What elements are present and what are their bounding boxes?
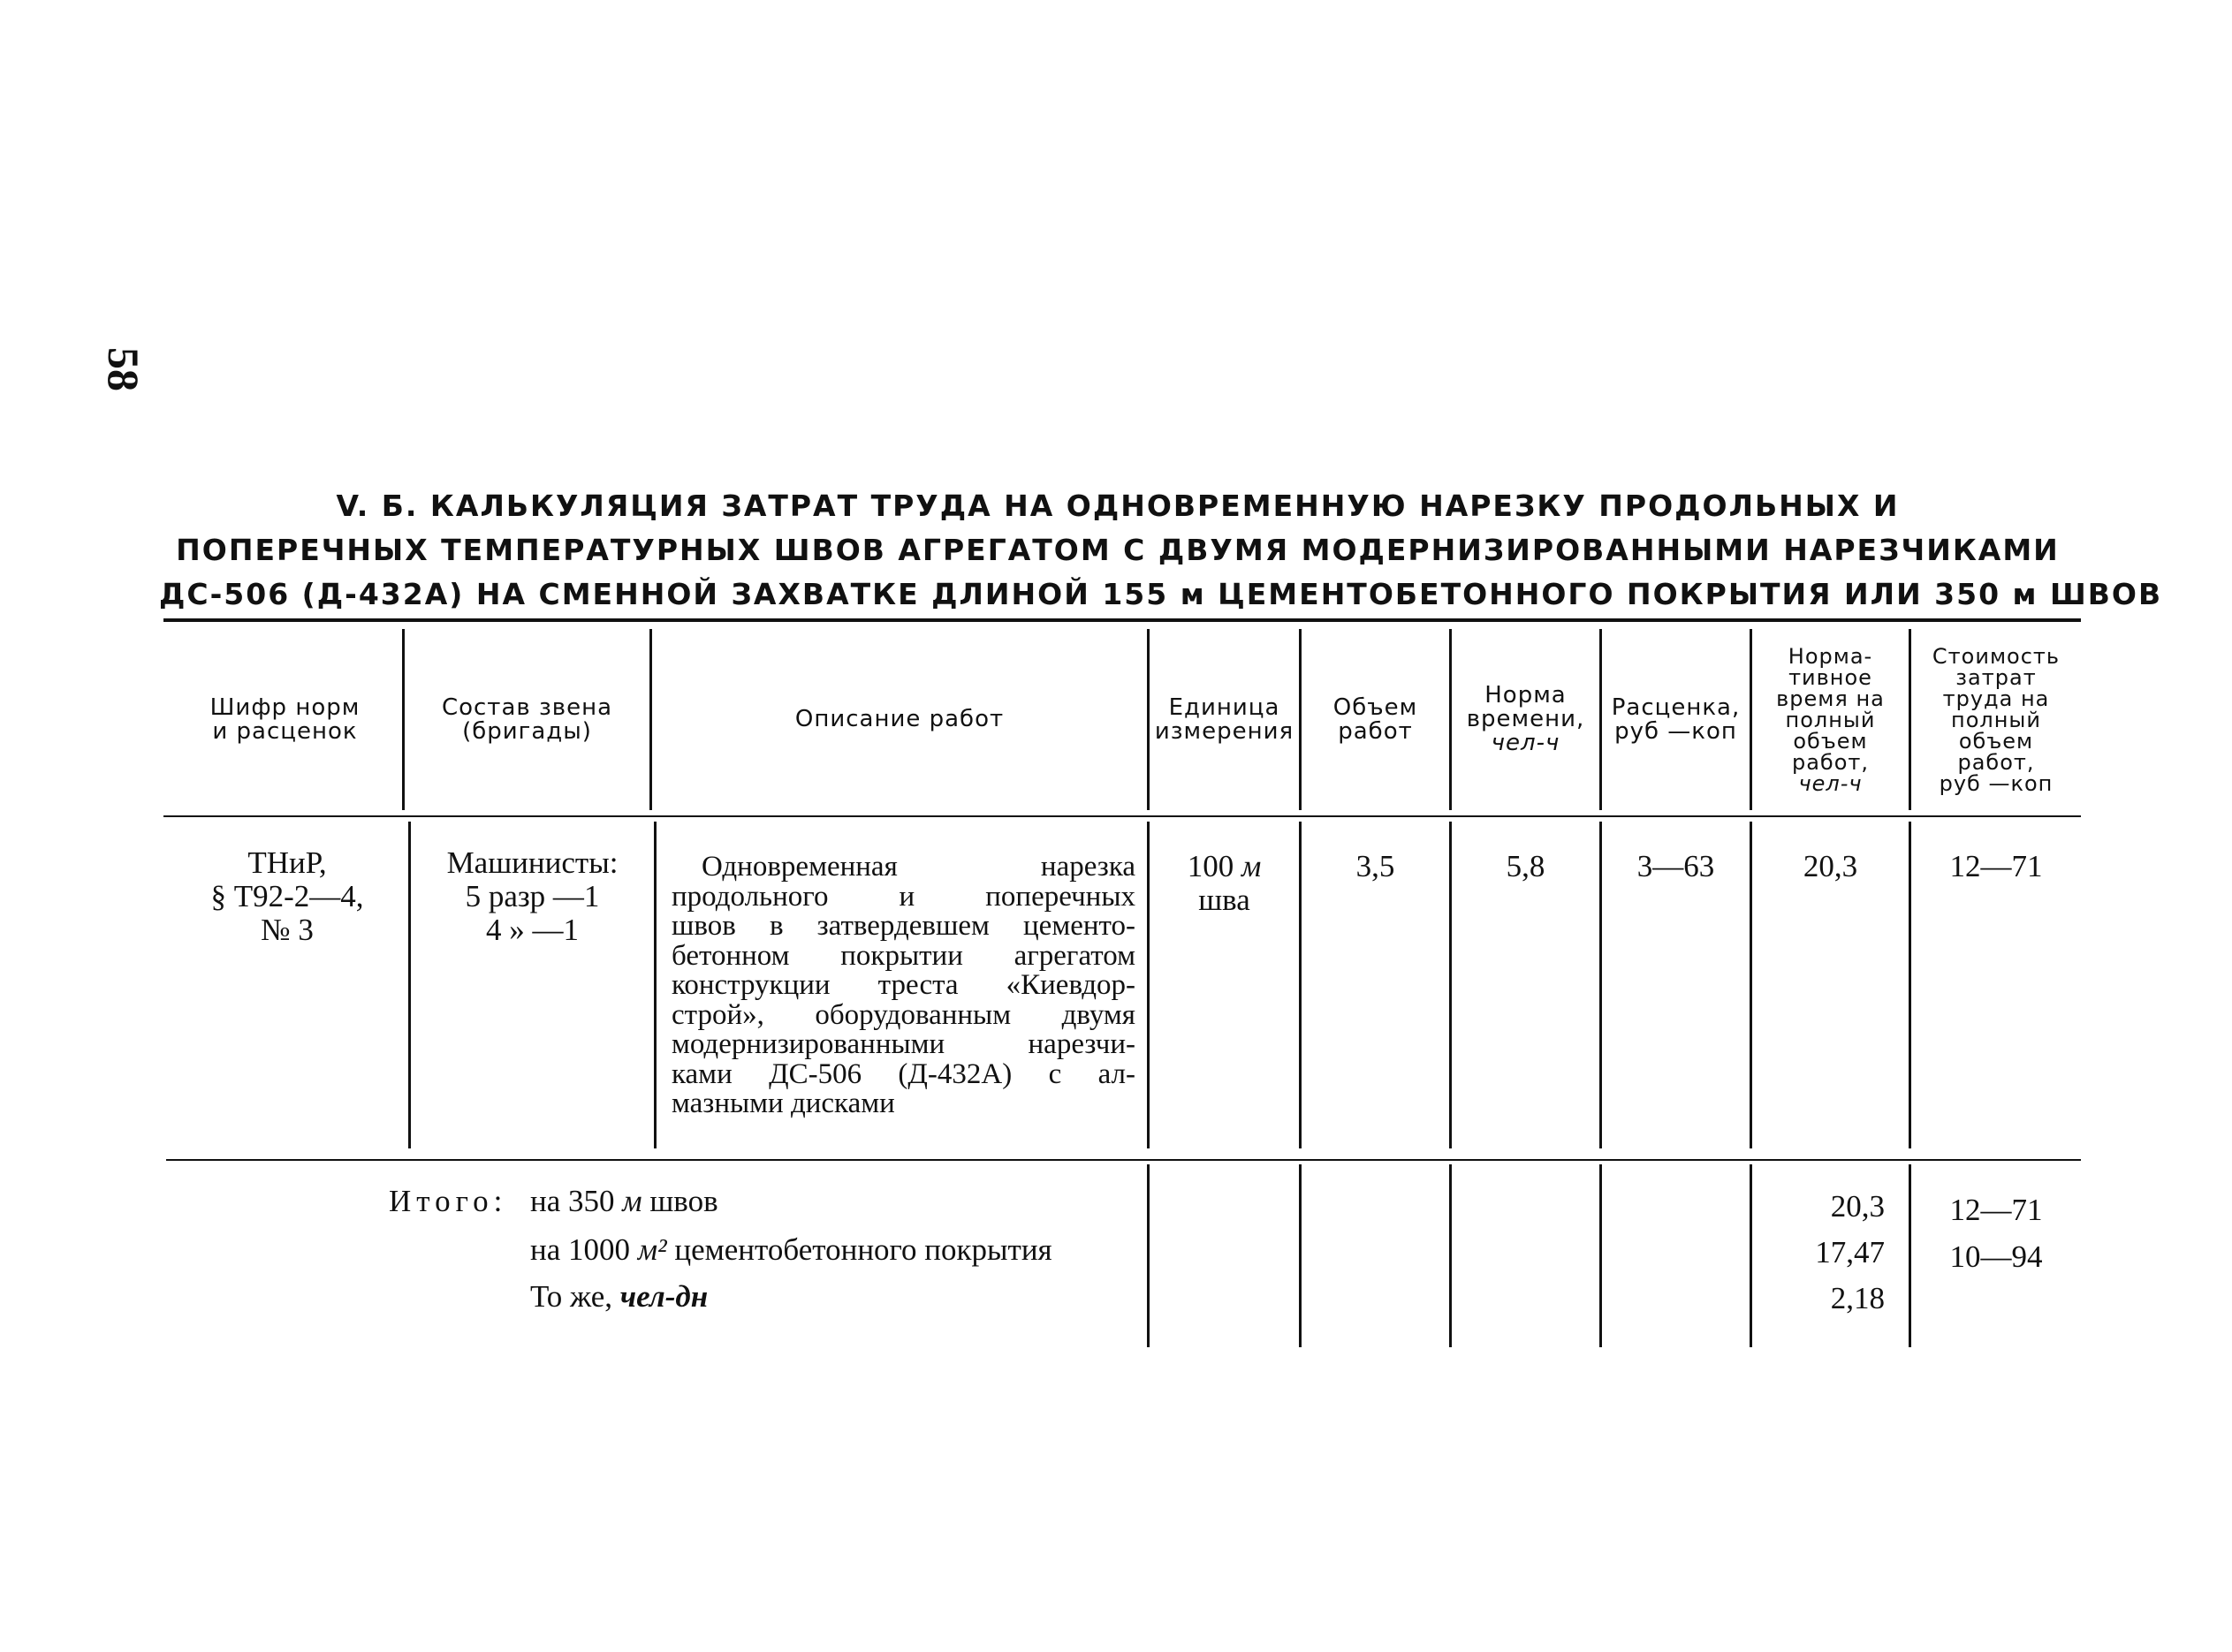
- header-bottom-rule: [163, 815, 2081, 817]
- header-cost-line: затрат: [1955, 664, 2037, 690]
- totals-norm-time-3: 2,18: [1830, 1281, 1885, 1315]
- row-description-line: Одновременная нарезка: [702, 851, 1135, 883]
- page-number: 58: [99, 347, 148, 391]
- header-norm-time-line: работ,: [1791, 749, 1870, 775]
- row-unit-value: 100: [1187, 849, 1234, 883]
- header-norm-time-line: время на: [1776, 686, 1885, 711]
- totals-line-1-prefix: на 350: [530, 1184, 615, 1218]
- row-description-line: строй», оборудованным двумя: [672, 998, 1135, 1031]
- row-description: [672, 853, 1135, 1119]
- header-crew-line: (бригады): [462, 717, 592, 745]
- header-code-line: Шифр норм: [209, 693, 361, 721]
- row-description-line: ками ДС-506 (Д-432А) с ал-: [672, 1057, 1135, 1090]
- header-norm-time-line: тивное: [1788, 664, 1872, 690]
- header-volume-line: работ: [1338, 717, 1413, 745]
- totals-line-1: [530, 1184, 718, 1219]
- header-cost: [1911, 629, 2081, 810]
- table-top-rule: [163, 618, 2081, 622]
- totals-cost-2: 10—94: [1949, 1239, 2043, 1274]
- header-unit-line: измерения: [1154, 717, 1294, 745]
- row-cost: 12—71: [1949, 849, 2043, 883]
- totals-line-3-prefix: То же,: [530, 1279, 613, 1314]
- body-bottom-rule: [166, 1159, 2081, 1161]
- totals-line-2-prefix: на 1000: [530, 1232, 631, 1267]
- row-code-line: ТНиР,: [247, 845, 327, 880]
- row-crew: [411, 846, 654, 947]
- header-unit: [1150, 629, 1299, 810]
- totals-line-3-unit: чел-дн: [619, 1279, 709, 1314]
- title-line-2: ПОПЕРЕЧНЫХ ТЕМПЕРАТУРНЫХ ШВОВ АГРЕГАТОМ С ДВУМЯ МОДЕРНИЗИРОВАННЫМИ НАРЕЗЧИКАМИ: [176, 533, 2060, 567]
- row-norm: 5,8: [1506, 849, 1545, 883]
- row-description-line: швов в затвердевшем цементо-: [672, 910, 1135, 942]
- header-crew: [405, 629, 649, 810]
- row-description-line: конструкции треста «Киевдор-: [672, 969, 1135, 1001]
- header-volume-line: Объем: [1332, 693, 1418, 721]
- header-rate-line: Расценка,: [1611, 693, 1741, 721]
- totals-line-2-suffix: цементобетонного покрытия: [674, 1232, 1052, 1267]
- header-volume: [1302, 629, 1449, 810]
- header-norm-time: [1752, 629, 1909, 810]
- document-title: [159, 484, 2163, 617]
- totals-norm-time-1: 20,3: [1830, 1189, 1885, 1224]
- header-norm-line: Норма: [1484, 682, 1567, 709]
- column-divider: [1299, 1164, 1302, 1347]
- header-cost-line: объем: [1958, 728, 2034, 754]
- row-norm-time: 20,3: [1803, 849, 1858, 883]
- header-code: [168, 629, 402, 810]
- header-cost-line: полный: [1951, 707, 2041, 732]
- header-norm-time-line: Норма-: [1788, 643, 1873, 669]
- header-unit-line: Единица: [1168, 693, 1280, 721]
- totals-line-3: [530, 1279, 708, 1315]
- column-divider: [1147, 1164, 1150, 1347]
- title-line-3: ДС-506 (Д-432А) НА СМЕННОЙ ЗАХВАТКЕ ДЛИНОЙ 155 м ЦЕМЕНТОБЕТОННОГО ПОКРЫТИЯ ИЛИ 350 м ШВОВ: [159, 577, 2163, 611]
- header-description-text: Описание работ: [794, 706, 1005, 732]
- header-norm-time-line: чел-ч: [1798, 770, 1863, 796]
- totals-line-1-unit: м: [622, 1184, 642, 1218]
- header-description: [652, 629, 1147, 810]
- header-rate-line: руб —коп: [1614, 717, 1737, 745]
- title-line-1: V. Б. КАЛЬКУЛЯЦИЯ ЗАТРАТ ТРУДА НА ОДНОВРЕМЕННУЮ НАРЕЗКУ ПРОДОЛЬНЫХ И: [336, 489, 1900, 523]
- totals-line-2-unit: м²: [637, 1232, 667, 1267]
- header-norm: [1452, 629, 1599, 810]
- row-unit: [1150, 850, 1299, 917]
- column-divider: [654, 822, 657, 1148]
- header-code-line: и расценок: [212, 717, 358, 745]
- header-cost-line: Стоимость: [1932, 643, 2061, 669]
- totals-line-1-suffix: швов: [649, 1184, 718, 1218]
- header-rate: [1602, 629, 1750, 810]
- header-cost-line: труда на: [1942, 686, 2050, 711]
- header-norm-time-line: полный: [1785, 707, 1876, 732]
- row-rate: 3—63: [1636, 849, 1715, 883]
- column-divider: [1449, 1164, 1452, 1347]
- row-crew-line: 5 разр —1: [465, 879, 600, 913]
- header-norm-line: чел-ч: [1491, 730, 1560, 756]
- row-unit-word: шва: [1198, 883, 1250, 917]
- header-norm-time-line: объем: [1793, 728, 1868, 754]
- row-description-line: модернизированными нарезчи-: [672, 1028, 1135, 1060]
- row-code-line: § Т92-2—4,: [210, 879, 364, 913]
- row-crew-line: 4 » —1: [486, 913, 579, 947]
- totals-cost-1: 12—71: [1949, 1193, 2043, 1227]
- header-cost-line: работ,: [1957, 749, 2035, 775]
- header-crew-line: Состав звена: [441, 693, 613, 721]
- column-divider: [1599, 1164, 1602, 1347]
- row-description-line: мазными дисками: [672, 1087, 895, 1119]
- row-description-line: бетонном покрытии агрегатом: [672, 939, 1135, 972]
- header-cost-line: руб —коп: [1939, 770, 2054, 796]
- header-norm-line: времени,: [1466, 706, 1585, 732]
- totals-line-2: [530, 1232, 1052, 1268]
- row-unit-measure: м: [1241, 849, 1262, 883]
- row-code-line: № 3: [261, 913, 314, 947]
- row-code: [172, 846, 402, 947]
- row-crew-line: Машинисты:: [446, 845, 619, 880]
- totals-norm-time-2: 17,47: [1815, 1235, 1885, 1269]
- row-volume: 3,5: [1355, 849, 1395, 883]
- row-description-line: продольного и поперечных: [672, 880, 1135, 913]
- totals-label: Итого:: [389, 1184, 508, 1218]
